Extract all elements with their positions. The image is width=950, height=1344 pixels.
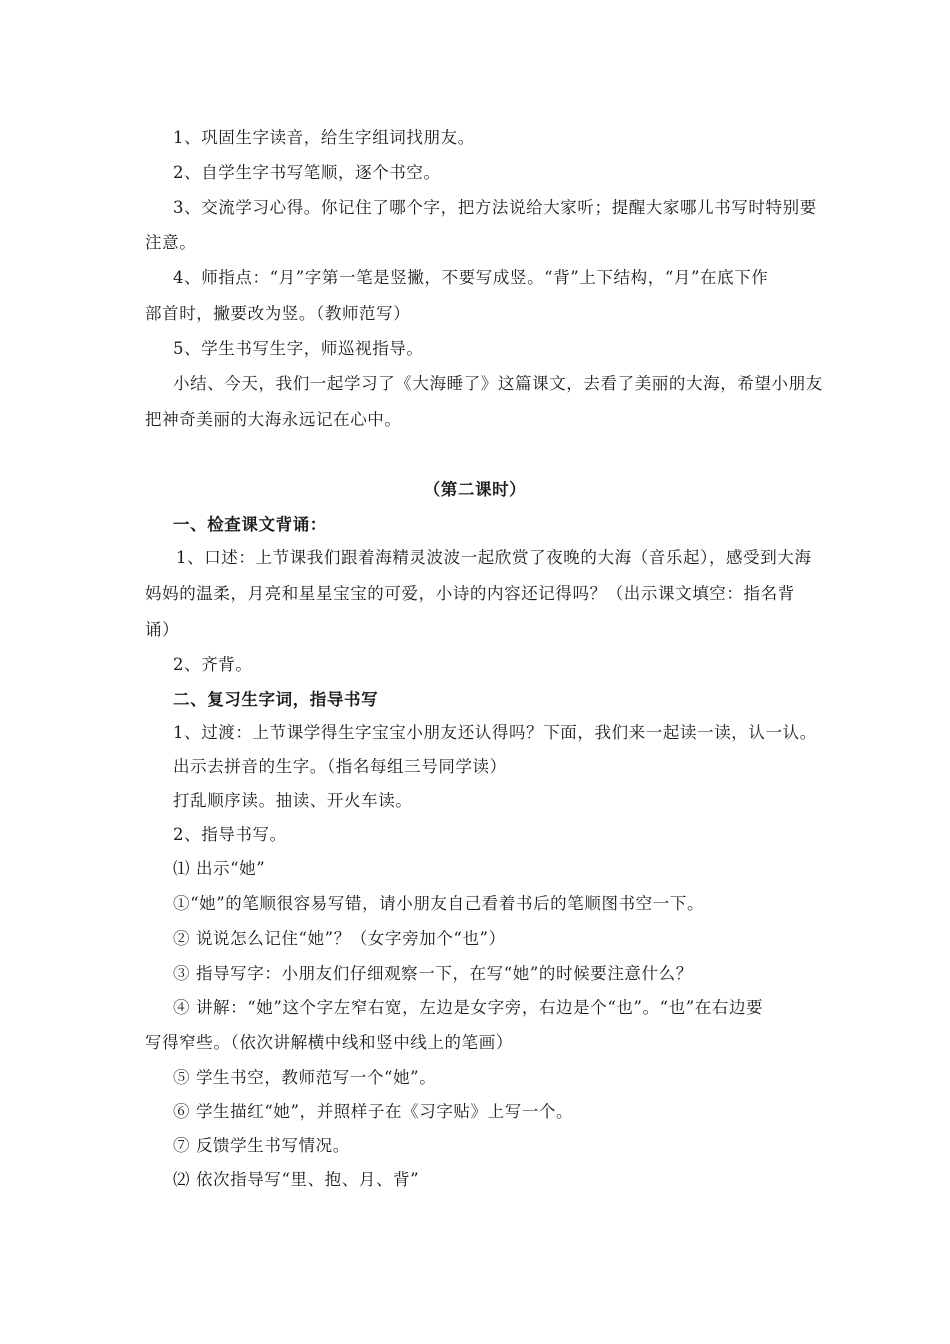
section-1-item-1-line-1: 1、口述：上节课我们跟着海精灵波波一起欣赏了夜晚的大海（音乐起），感受到大海 bbox=[176, 548, 812, 567]
section-2-item-1-line-3: 打乱顺序读。抽读、开火车读。 bbox=[173, 791, 413, 810]
section-2-item-1-line-2: 出示去拼音的生字。（指名每组三号同学读） bbox=[173, 757, 507, 776]
section-2-item-2: 2、指导书写。 bbox=[173, 825, 287, 844]
section-2-item-1-line-1: 1、过渡：上节课学得生字宝宝小朋友还认得吗？下面，我们来一起读一读，认一认。 bbox=[173, 723, 817, 742]
step-3: ③ 指导写字：小朋友们仔细观察一下，在写“她”的时候要注意什么？ bbox=[173, 964, 693, 983]
step-4-line-2: 写得窄些。（依次讲解横中线和竖中线上的笔画） bbox=[145, 1033, 513, 1052]
section-1-item-1-line-2: 妈妈的温柔，月亮和星星宝宝的可爱，小诗的内容还记得吗？（出示课文填空：指名背 bbox=[145, 584, 795, 603]
step-6: ⑥ 学生描红“她”，并照样子在《习字贴》上写一个。 bbox=[173, 1102, 574, 1121]
lesson-item-1: 1、巩固生字读音，给生字组词找朋友。 bbox=[173, 128, 475, 147]
step-5: ⑤ 学生书空，教师范写一个“她”。 bbox=[173, 1068, 437, 1087]
section-1-item-1-line-3: 诵） bbox=[145, 620, 180, 639]
lesson-item-4-line-2: 部首时，撇要改为竖。（教师范写） bbox=[145, 304, 411, 323]
lesson-item-3-line-1: 3、交流学习心得。你记住了哪个字，把方法说给大家听；提醒大家哪儿书写时特别要 bbox=[173, 198, 817, 217]
step-4-line-1: ④ 讲解：“她”这个字左窄右宽，左边是女字旁，右边是个“也”。“也”在右边要 bbox=[173, 998, 764, 1017]
step-2: ② 说说怎么记住“她”？（女字旁加个“也”） bbox=[173, 929, 506, 948]
lesson-item-4-line-1: 4、师指点：“月”字第一笔是竖撇，不要写成竖。“背”上下结构，“月”在底下作 bbox=[173, 268, 769, 287]
sub-item-1: ⑴ 出示“她” bbox=[173, 859, 266, 878]
second-lesson-title: （第二课时） bbox=[423, 480, 527, 499]
step-1: ①“她”的笔顺很容易写错，请小朋友自己看着书后的笔顺图书空一下。 bbox=[173, 894, 705, 913]
sub-item-2: ⑵ 依次指导写“里、抱、月、背” bbox=[173, 1170, 420, 1189]
lesson-item-5: 5、学生书写生字，师巡视指导。 bbox=[173, 339, 424, 358]
lesson-item-3-line-2: 注意。 bbox=[145, 233, 197, 252]
lesson-item-2: 2、自学生字书写笔顺，逐个书空。 bbox=[173, 163, 441, 182]
summary-line-1: 小结、今天，我们一起学习了《大海睡了》这篇课文，去看了美丽的大海，希望小朋友 bbox=[173, 374, 823, 393]
section-2-heading: 二、复习生字词，指导书写 bbox=[173, 690, 379, 709]
step-7: ⑦ 反馈学生书写情况。 bbox=[173, 1136, 350, 1155]
summary-line-2: 把神奇美丽的大海永远记在心中。 bbox=[145, 410, 402, 429]
section-1-item-2: 2、齐背。 bbox=[173, 655, 253, 674]
section-1-heading: 一、检查课文背诵： bbox=[173, 515, 327, 534]
